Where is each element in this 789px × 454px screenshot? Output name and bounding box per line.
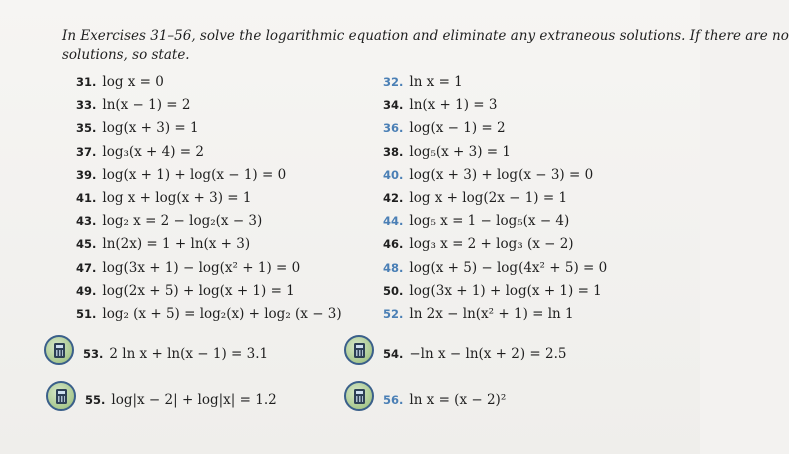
exercise-number: 54. xyxy=(383,347,404,361)
exercise-32 xyxy=(383,73,463,91)
exercise-equation: ln x = 1 xyxy=(409,74,463,90)
exercise-40 xyxy=(383,166,593,184)
exercise-number: 53. xyxy=(83,347,104,361)
exercise-54 xyxy=(383,345,567,363)
exercise-equation: log x + log(x + 3) = 1 xyxy=(102,190,252,206)
exercise-equation: −ln x − ln(x + 2) = 2.5 xyxy=(409,346,567,362)
exercise-number: 42. xyxy=(383,191,404,205)
exercise-number: 36. xyxy=(383,121,404,135)
exercise-number: 38. xyxy=(383,145,404,159)
exercise-equation: log(x + 3) = 1 xyxy=(102,120,199,136)
exercise-number: 50. xyxy=(383,284,404,298)
exercise-41 xyxy=(76,189,251,207)
exercise-number: 34. xyxy=(383,98,404,112)
exercise-52 xyxy=(383,305,574,323)
exercise-equation: log₃ x = 2 + log₃ (x − 2) xyxy=(409,236,574,252)
exercise-equation: log(x + 3) + log(x − 3) = 0 xyxy=(409,167,594,183)
exercise-45 xyxy=(76,235,250,253)
exercise-equation: log(2x + 5) + log(x + 1) = 1 xyxy=(102,283,295,299)
exercise-47 xyxy=(76,259,300,277)
calculator-icon xyxy=(344,335,374,365)
exercise-equation: ln(x + 1) = 3 xyxy=(409,97,498,113)
exercise-36 xyxy=(383,119,506,137)
exercise-equation: ln(x − 1) = 2 xyxy=(102,97,191,113)
calculator-icon xyxy=(46,381,76,411)
exercise-number: 47. xyxy=(76,261,97,275)
exercise-equation: log₂ x = 2 − log₂(x − 3) xyxy=(102,213,263,229)
exercise-equation: log(x + 5) − log(4x² + 5) = 0 xyxy=(409,260,608,276)
exercise-number: 33. xyxy=(76,98,97,112)
exercise-number: 41. xyxy=(76,191,97,205)
instructions xyxy=(62,27,789,65)
instructions-line-1: In Exercises 31–56, solve the logarithmic equation and eliminate any extraneous solutions. If there are no xyxy=(62,28,789,44)
exercise-37 xyxy=(76,143,204,161)
exercise-equation: log₂ (x + 5) = log₂(x) + log₂ (x − 3) xyxy=(102,306,342,322)
exercise-number: 32. xyxy=(383,75,404,89)
exercise-number: 37. xyxy=(76,145,97,159)
exercise-33 xyxy=(76,96,191,114)
exercise-56 xyxy=(383,391,506,409)
exercise-equation: 2 ln x + ln(x − 1) = 3.1 xyxy=(109,346,269,362)
exercise-number: 52. xyxy=(383,307,404,321)
exercise-44 xyxy=(383,212,569,230)
exercise-equation: log(x + 1) + log(x − 1) = 0 xyxy=(102,167,287,183)
exercise-48 xyxy=(383,259,607,277)
exercise-42 xyxy=(383,189,567,207)
exercise-53 xyxy=(83,345,268,363)
exercise-equation: log(x − 1) = 2 xyxy=(409,120,506,136)
exercise-number: 35. xyxy=(76,121,97,135)
exercise-equation: log(3x + 1) − log(x² + 1) = 0 xyxy=(102,260,301,276)
exercise-number: 43. xyxy=(76,214,97,228)
exercise-number: 56. xyxy=(383,393,404,407)
exercise-equation: log x + log(2x − 1) = 1 xyxy=(409,190,568,206)
exercise-number: 49. xyxy=(76,284,97,298)
exercise-equation: ln(2x) = 1 + ln(x + 3) xyxy=(102,236,251,252)
exercise-equation: log(3x + 1) + log(x + 1) = 1 xyxy=(409,283,602,299)
exercise-34 xyxy=(383,96,498,114)
exercise-number: 44. xyxy=(383,214,404,228)
exercise-50 xyxy=(383,282,602,300)
exercise-equation: ln 2x − ln(x² + 1) = ln 1 xyxy=(409,306,574,322)
exercise-number: 51. xyxy=(76,307,97,321)
calculator-icon xyxy=(344,381,374,411)
exercise-35 xyxy=(76,119,199,137)
exercise-equation: log₅(x + 3) = 1 xyxy=(409,144,511,160)
exercise-equation: log₃(x + 4) = 2 xyxy=(102,144,204,160)
exercise-number: 55. xyxy=(85,393,106,407)
exercise-equation: log x = 0 xyxy=(102,74,164,90)
exercise-43 xyxy=(76,212,262,230)
exercise-39 xyxy=(76,166,286,184)
exercise-number: 39. xyxy=(76,168,97,182)
calculator-icon xyxy=(44,335,74,365)
exercise-31 xyxy=(76,73,164,91)
exercise-number: 45. xyxy=(76,237,97,251)
exercise-equation: log₅ x = 1 − log₅(x − 4) xyxy=(409,213,570,229)
exercise-equation: log|x − 2| + log|x| = 1.2 xyxy=(111,392,277,408)
exercise-38 xyxy=(383,143,511,161)
exercise-49 xyxy=(76,282,295,300)
exercise-number: 46. xyxy=(383,237,404,251)
exercise-number: 40. xyxy=(383,168,404,182)
exercise-51 xyxy=(76,305,342,323)
exercise-equation: ln x = (x − 2)² xyxy=(409,392,507,408)
exercise-46 xyxy=(383,235,574,253)
instructions-line-2: solutions, so state. xyxy=(62,47,190,63)
exercise-number: 31. xyxy=(76,75,97,89)
exercise-number: 48. xyxy=(383,261,404,275)
exercise-55 xyxy=(85,391,277,409)
